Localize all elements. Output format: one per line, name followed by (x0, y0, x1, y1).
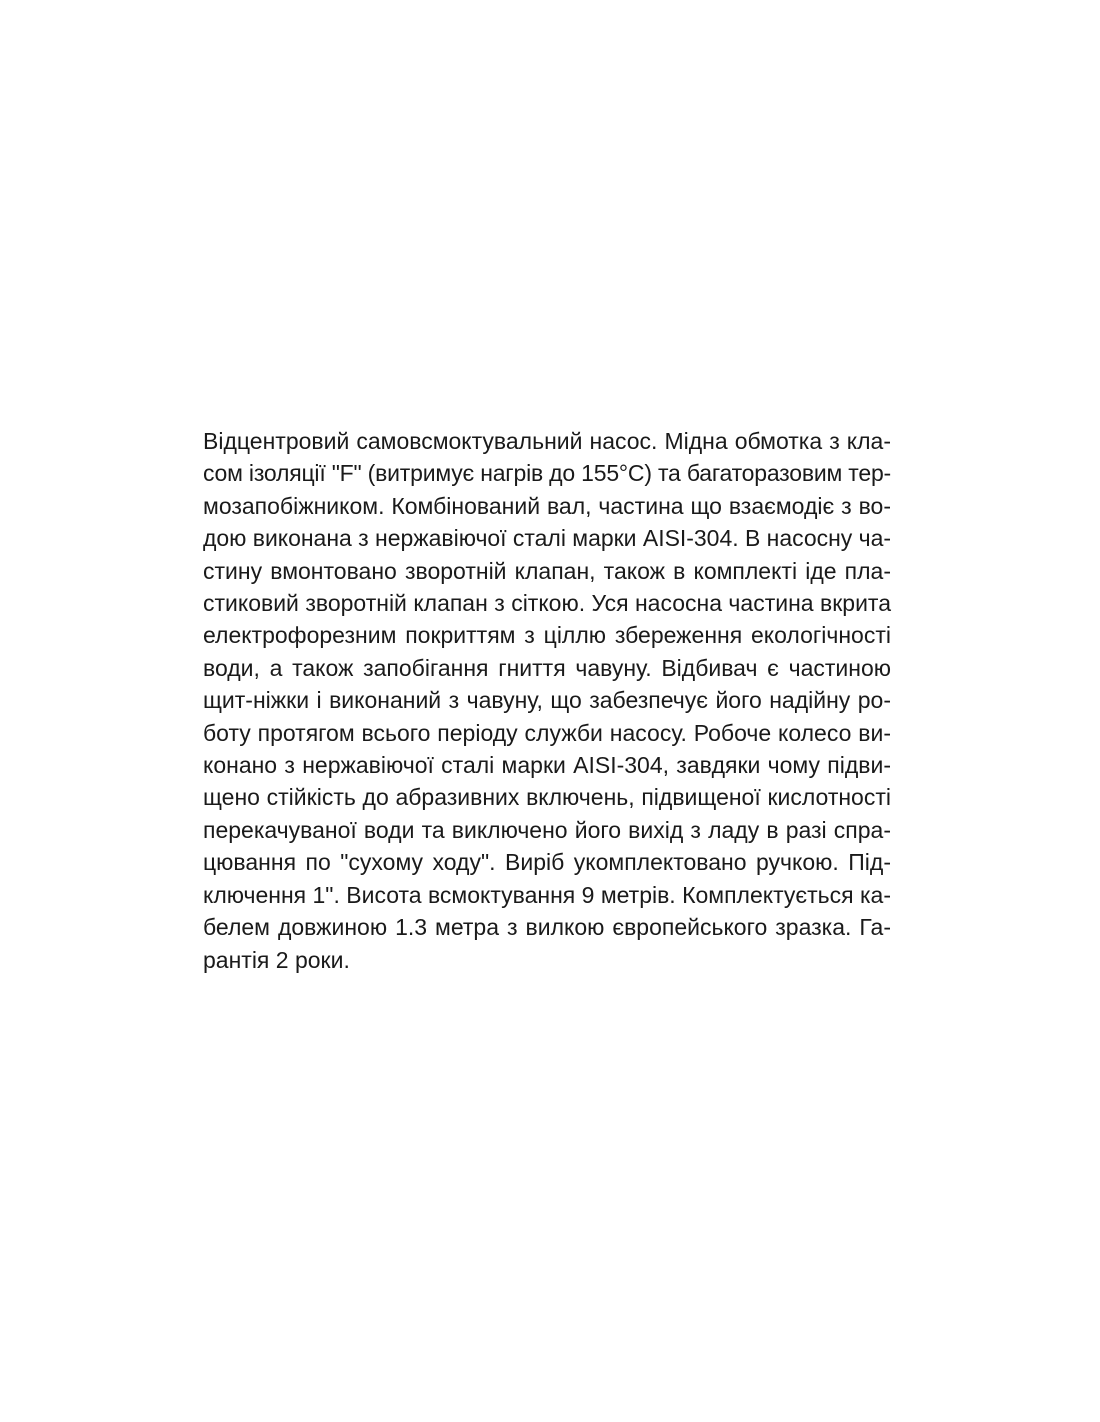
paragraph-line-9: щит-ніжки і виконаний з чавуну, що забезпечує його надійну ро- (203, 687, 891, 714)
paragraph-line-16: белем довжиною 1.3 метра з вилкою європейського зразка. Га- (203, 914, 891, 941)
paragraph-line-2: сом ізоляції "F" (витримує нагрів до 155°С) та багаторазовим тер- (203, 460, 891, 487)
paragraph-line-15: ключення 1". Висота всмоктування 9 метрів. Комплектується ка- (203, 881, 891, 908)
paragraph-line-4: дою виконана з нержавіючої сталі марки AISI-304. В насосну ча- (203, 525, 892, 552)
paragraph-line-11: конано з нержавіючої сталі марки AISI-304, завдяки чому підви- (203, 752, 891, 779)
paragraph-line-14: цювання по "сухому ходу". Виріб укомплектовано ручкою. Під- (203, 849, 891, 876)
product-description-paragraph (203, 425, 891, 976)
paragraph-line-7: електрофорезним покриттям з ціллю збереження екологічності (203, 622, 891, 649)
paragraph-line-8: води, а також запобігання гниття чавуну. Відбивач є частиною (203, 654, 891, 681)
paragraph-line-3: мозапобіжником. Комбінований вал, частина що взаємодіє з во- (203, 492, 891, 519)
paragraph-line-17: рантія 2 роки. (203, 946, 350, 973)
paragraph-line-12: щено стійкість до абразивних включень, підвищеної кислотності (203, 784, 891, 811)
paragraph-line-5: стину вмонтовано зворотній клапан, також в комплекті іде пла- (203, 557, 891, 584)
paragraph-line-10: боту протягом всього періоду служби насосу. Робоче колесо ви- (203, 719, 891, 746)
paragraph-line-1: Відцентровий самовсмоктувальний насос. Мідна обмотка з кла- (203, 428, 891, 454)
paragraph-line-6: стиковий зворотній клапан з сіткою. Уся насосна частина вкрита (203, 590, 891, 617)
paragraph-line-13: перекачуваної води та виключено його вихід з ладу в разі спра- (203, 816, 891, 843)
